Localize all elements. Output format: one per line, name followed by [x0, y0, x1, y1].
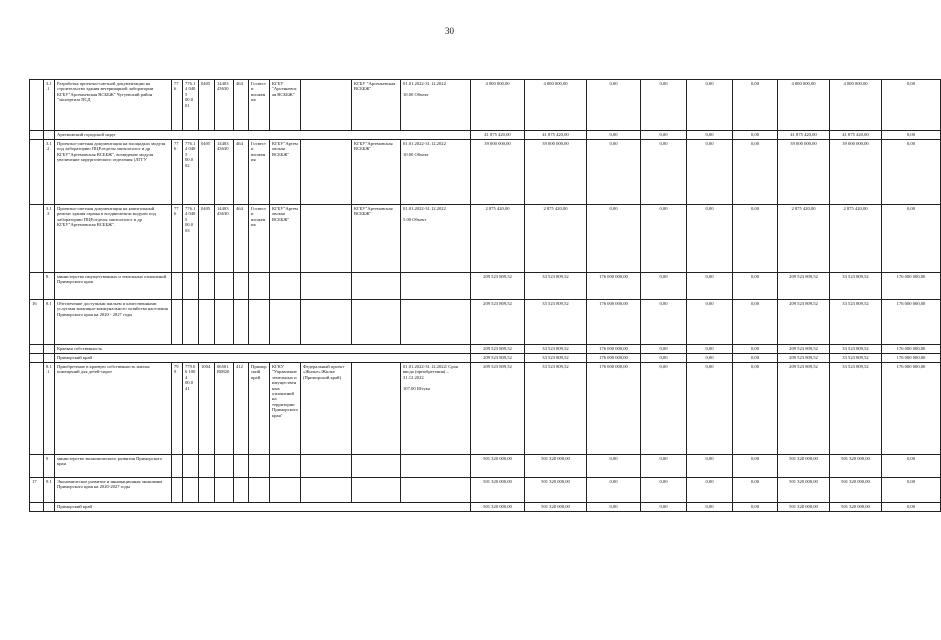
value-cell: 209 523 809,52 — [778, 300, 830, 345]
cell: 14403 43630 — [215, 80, 234, 131]
value-cell: 0,00 — [641, 273, 687, 300]
value-cell: 0,00 — [587, 80, 641, 131]
value-cell: 33 523 809,52 — [830, 345, 882, 354]
value-cell: 0,00 — [882, 140, 941, 205]
row-number: 8 — [44, 273, 55, 300]
cell: 0405 — [199, 205, 215, 273]
value-cell: 209 523 809,52 — [471, 354, 525, 363]
row-name: Проектно-сметная документация на площадках модуля под лабораторию ПЦР,отделы эпизоотолог и др КГБУ"Артемовская ВСББЖ", возведение модуля увеличение хирургического отделения (ЛГГУ — [55, 140, 172, 205]
cell: Федеральный проект «Жилье»/Жилье (Приморский край) — [301, 363, 352, 455]
row-number: 3.1.1 — [44, 80, 55, 131]
row-number: 9 — [44, 455, 55, 478]
investment-table — [29, 79, 941, 512]
value-cell: 501 320 000,00 — [471, 455, 525, 478]
cell: КГБУ"Артемовская ВСББЖ" — [352, 140, 401, 205]
cell — [352, 363, 401, 455]
value-cell: 0,00 — [641, 80, 687, 131]
value-cell: 0,00 — [641, 205, 687, 273]
value-cell: 0,00 — [687, 205, 733, 273]
value-cell: 0,00 — [882, 205, 941, 273]
value-cell: 33 523 809,52 — [525, 300, 587, 345]
value-cell: 501 320 000,00 — [778, 478, 830, 503]
cell: 779.0 6 100 4 00.0 41 — [183, 363, 199, 455]
value-cell: 0,00 — [882, 80, 941, 131]
value-cell: 176 000 000,00 — [882, 354, 941, 363]
value-cell: 0,00 — [733, 273, 778, 300]
page-number: 30 — [445, 26, 454, 36]
cell: 799 — [172, 363, 183, 455]
cell: 412 — [234, 363, 249, 455]
cell: КГБУ"Артемовская ВСББЖ" — [352, 205, 401, 273]
value-cell: 33 523 809,52 — [525, 345, 587, 354]
table-row — [30, 205, 941, 273]
row-number: 17 — [30, 478, 44, 503]
table-row — [30, 131, 941, 140]
row-name: Приобретение в краевую собственность жилых помещений для детей-сирот — [55, 363, 172, 455]
row-name: министерство имущественных и земельных отношений Приморского края — [55, 273, 172, 300]
row-number: 3.1.2 — [44, 140, 55, 205]
value-cell: 0,00 — [641, 503, 687, 512]
cell: 01.01.2022-31.12.2022 10.00 Объект — [401, 140, 471, 205]
cell: 0405 — [199, 80, 215, 131]
value-cell: 0,00 — [687, 503, 733, 512]
value-cell: 33 523 809,52 — [830, 354, 882, 363]
row-name: Разработка проектно-сметной документации на строительство здания ветеринарной лаборатории КГБУ"Арсеньевская ВСББЖ" Чугуевский район "экспертиза ПСД — [55, 80, 172, 131]
cell: Госвести вложения — [249, 80, 270, 131]
table-row — [30, 300, 941, 345]
row-number: 16 — [30, 300, 44, 345]
value-cell: 209 523 809,52 — [471, 363, 525, 455]
value-cell: 0,00 — [687, 140, 733, 205]
cell: КГБУ"Артемовская ВСББЖ" — [270, 205, 301, 273]
row-name: Приморский край — [55, 503, 471, 512]
value-cell: 0,00 — [733, 503, 778, 512]
row-name: Проектно-сметная документация на капитальный ремонт здания гаража в воздвигаемом модулю под лабораторию ПЦР,отделы эпизоотолог и др КГБУ"Артемовская ВСББЖ". — [55, 205, 172, 273]
value-cell: 0,00 — [687, 131, 733, 140]
row-name: Артемовский городской округ — [55, 131, 471, 140]
cell: 464 — [234, 80, 249, 131]
value-cell: 501 320 000,00 — [525, 455, 587, 478]
value-cell: 0,00 — [641, 345, 687, 354]
row-subnumber: 8.1 — [44, 300, 55, 345]
value-cell: 0,00 — [733, 345, 778, 354]
value-cell: 0,00 — [687, 363, 733, 455]
value-cell: 176 000 000,00 — [587, 345, 641, 354]
row-name: Краевая собственность — [55, 345, 471, 354]
value-cell: 4 000 000,00 — [471, 80, 525, 131]
cell: 0405 — [199, 140, 215, 205]
cell: Госвести вложения — [249, 140, 270, 205]
value-cell: 501 320 000,00 — [830, 455, 882, 478]
value-cell: 0,00 — [687, 273, 733, 300]
value-cell: 0,00 — [882, 503, 941, 512]
value-cell: 0,00 — [687, 80, 733, 131]
value-cell: 0,00 — [687, 478, 733, 503]
table-row — [30, 80, 941, 131]
value-cell: 41 875 420,00 — [525, 131, 587, 140]
cell: Приморский край — [249, 363, 270, 455]
value-cell: 0,00 — [733, 80, 778, 131]
row-subnumber: 9.1 — [44, 478, 55, 503]
value-cell: 2 875 420,00 — [830, 205, 882, 273]
row-name: министерство экономического развития Приморского края — [55, 455, 172, 478]
value-cell: 4 000 000,00 — [525, 80, 587, 131]
value-cell: 0,00 — [733, 363, 778, 455]
value-cell: 39 000 000,00 — [525, 140, 587, 205]
cell: КГБУ"Артемовская ВСББЖ" — [270, 140, 301, 205]
value-cell: 0,00 — [882, 131, 941, 140]
value-cell: 0,00 — [587, 205, 641, 273]
cell — [301, 80, 352, 131]
value-cell: 0,00 — [641, 478, 687, 503]
value-cell: 209 523 809,52 — [778, 363, 830, 455]
cell: 776.1 4 040 5 00.0 01 — [183, 80, 199, 131]
value-cell: 0,00 — [733, 140, 778, 205]
table-row — [30, 140, 941, 205]
value-cell: 501 320 000,00 — [471, 503, 525, 512]
cell: Госвести вложения — [249, 205, 270, 273]
value-cell: 176 000 000,00 — [882, 300, 941, 345]
value-cell: 501 320 000,00 — [525, 478, 587, 503]
value-cell: 0,00 — [882, 478, 941, 503]
value-cell: 501 320 000,00 — [525, 503, 587, 512]
value-cell: 0,00 — [641, 354, 687, 363]
value-cell: 0,00 — [733, 455, 778, 478]
value-cell: 4 000 000,00 — [778, 80, 830, 131]
value-cell: 33 523 809,52 — [830, 363, 882, 455]
cell: 01.01.2022-31.12.2022 10.00 Объект — [401, 80, 471, 131]
row-name: Экономическое развитие и инновационная экономика Приморского края на 2020-2027 годы — [55, 478, 172, 503]
value-cell: 501 320 000,00 — [778, 455, 830, 478]
cell: 776 — [172, 140, 183, 205]
cell: 1004 — [199, 363, 215, 455]
row-name: Приморский край — [55, 354, 471, 363]
value-cell: 501 320 000,00 — [830, 478, 882, 503]
table-row — [30, 503, 941, 512]
row-name: Обеспечение доступным жильем и качественными услугами жилищно-коммунального хозяйства населения Приморского края на 2020 - 2027 годы — [55, 300, 172, 345]
value-cell: 501 320 000,00 — [830, 503, 882, 512]
value-cell: 0,00 — [587, 455, 641, 478]
value-cell: 209 523 809,52 — [471, 345, 525, 354]
value-cell: 0,00 — [733, 354, 778, 363]
table-row — [30, 455, 941, 478]
value-cell: 209 523 809,52 — [778, 345, 830, 354]
cell: 776.1 4 040 5 00.0 02 — [183, 140, 199, 205]
value-cell: 39 000 000,00 — [471, 140, 525, 205]
row-number: 3.1.3 — [44, 205, 55, 273]
cell: 776 — [172, 205, 183, 273]
cell: 01.01.2022-31.12.2022 5.00 Объект — [401, 205, 471, 273]
value-cell: 0,00 — [587, 140, 641, 205]
value-cell: 209 523 809,52 — [778, 354, 830, 363]
value-cell: 176 000 000,00 — [882, 363, 941, 455]
value-cell: 176 000 000,00 — [882, 273, 941, 300]
value-cell: 0,00 — [733, 131, 778, 140]
table-row — [30, 354, 941, 363]
value-cell: 0,00 — [587, 131, 641, 140]
value-cell: 41 875 420,00 — [830, 131, 882, 140]
value-cell: 176 000 000,00 — [587, 273, 641, 300]
value-cell: 0,00 — [733, 300, 778, 345]
cell — [301, 140, 352, 205]
value-cell: 0,00 — [733, 205, 778, 273]
cell — [301, 205, 352, 273]
value-cell: 0,00 — [641, 140, 687, 205]
value-cell: 0,00 — [733, 478, 778, 503]
value-cell: 501 320 000,00 — [778, 503, 830, 512]
cell: КГБУ "Арсеньевская ВСББЖ" — [270, 80, 301, 131]
value-cell: 33 523 809,52 — [525, 363, 587, 455]
value-cell: 0,00 — [587, 503, 641, 512]
value-cell: 176 000 000,00 — [587, 300, 641, 345]
value-cell: 176 000 000,00 — [587, 363, 641, 455]
value-cell: 2 875 420,00 — [778, 205, 830, 273]
value-cell: 0,00 — [641, 455, 687, 478]
value-cell: 39 000 000,00 — [830, 140, 882, 205]
value-cell: 0,00 — [687, 455, 733, 478]
value-cell: 0,00 — [641, 131, 687, 140]
value-cell: 33 523 809,52 — [525, 273, 587, 300]
cell: 14403 43630 — [215, 205, 234, 273]
value-cell: 39 000 000,00 — [778, 140, 830, 205]
row-number: 8.1.1 — [44, 363, 55, 455]
cell: КГБУ "Арсеньевская ВСББЖ" — [352, 80, 401, 131]
value-cell: 209 523 809,52 — [778, 273, 830, 300]
table-row — [30, 363, 941, 455]
value-cell: 501 320 000,00 — [471, 478, 525, 503]
value-cell: 41 875 420,00 — [471, 131, 525, 140]
table-row — [30, 273, 941, 300]
value-cell: 33 523 809,52 — [830, 273, 882, 300]
value-cell: 2 875 420,00 — [471, 205, 525, 273]
value-cell: 0,00 — [587, 478, 641, 503]
table-row — [30, 345, 941, 354]
table-row — [30, 478, 941, 503]
cell: 01.01.2022-31.12.2022/ Срок ввода (приобретения) – 31.12.2022 107.00 Штука — [401, 363, 471, 455]
value-cell: 0,00 — [687, 300, 733, 345]
cell: 464 — [234, 140, 249, 205]
value-cell: 209 523 809,52 — [471, 273, 525, 300]
value-cell: 176 000 000,00 — [587, 354, 641, 363]
value-cell: 41 875 420,00 — [778, 131, 830, 140]
value-cell: 33 523 809,52 — [525, 354, 587, 363]
value-cell: 33 523 809,52 — [830, 300, 882, 345]
value-cell: 2 875 420,00 — [525, 205, 587, 273]
cell: 14403 43630 — [215, 140, 234, 205]
cell: КГКУ "Управление земельных и имущественных отношений на территории Приморского края" — [270, 363, 301, 455]
value-cell: 0,00 — [687, 345, 733, 354]
value-cell: 0,00 — [882, 455, 941, 478]
cell: 464 — [234, 205, 249, 273]
value-cell: 176 000 000,00 — [882, 345, 941, 354]
value-cell: 0,00 — [641, 363, 687, 455]
value-cell: 4 000 000,00 — [830, 80, 882, 131]
value-cell: 209 523 809,52 — [471, 300, 525, 345]
value-cell: 0,00 — [641, 300, 687, 345]
cell: 776 — [172, 80, 183, 131]
cell: 06501 R0820 — [215, 363, 234, 455]
cell: 776.1 4 040 5 00.0 03 — [183, 205, 199, 273]
value-cell: 0,00 — [687, 354, 733, 363]
